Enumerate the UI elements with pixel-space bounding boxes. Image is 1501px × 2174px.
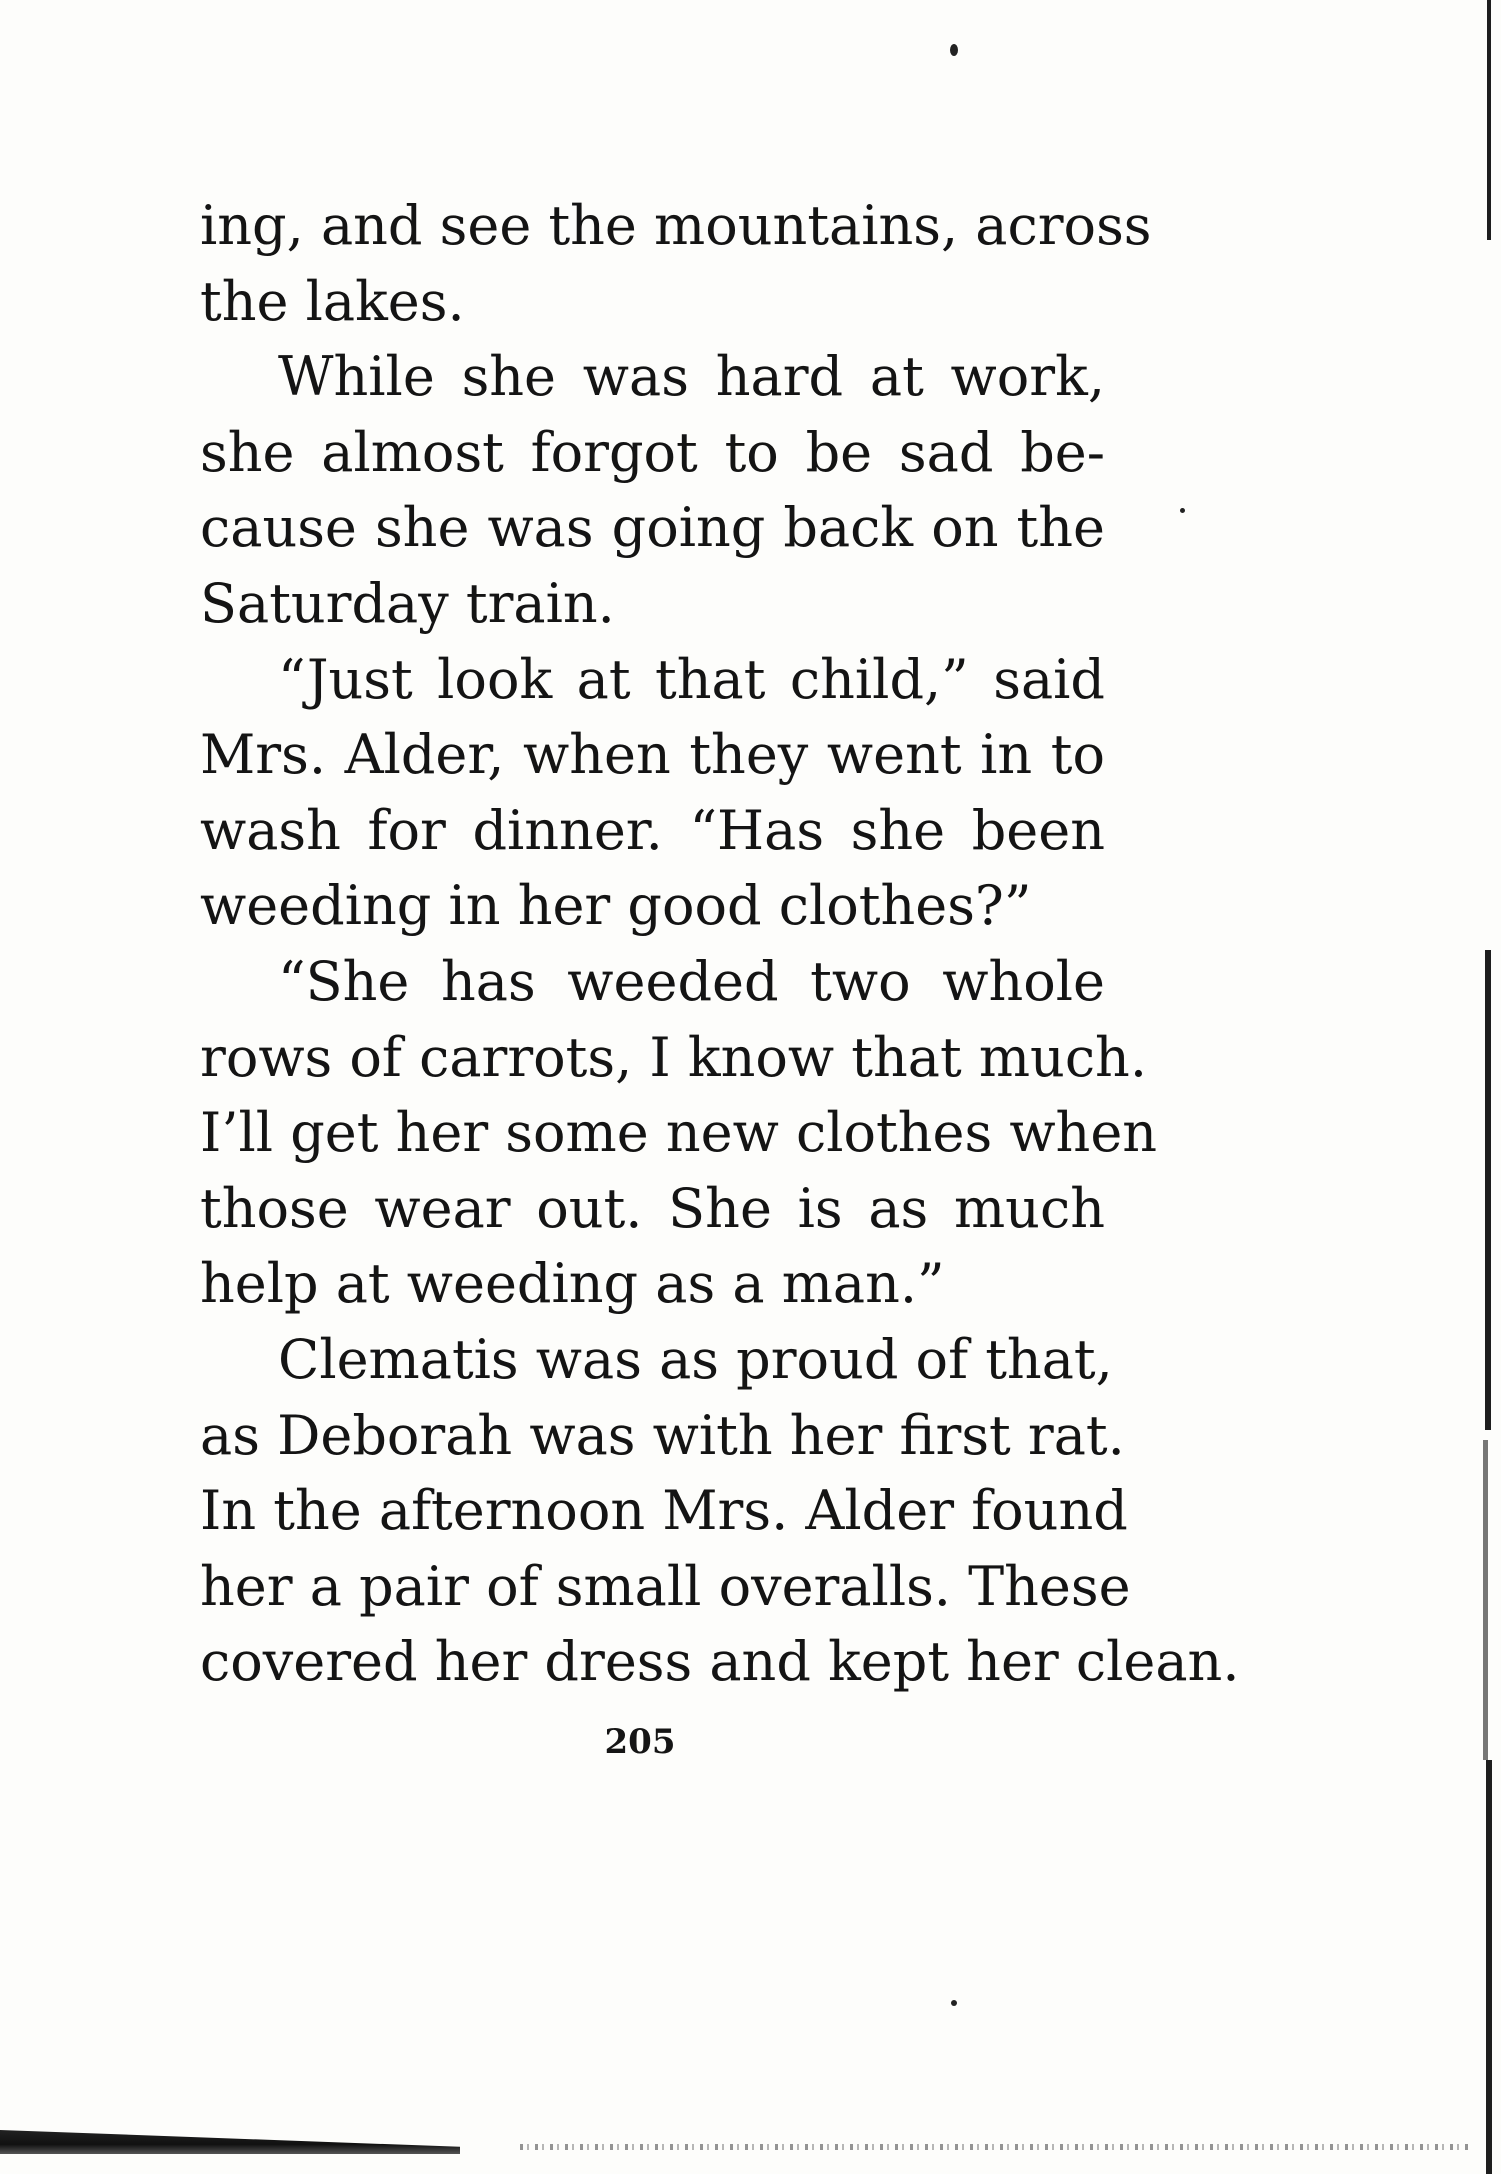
text-line: I’ll get her some new clothes when xyxy=(200,1101,1158,1165)
text-line: Saturday train. xyxy=(200,571,615,635)
scan-edge-shadow xyxy=(1473,0,1501,2174)
text-line: In the afternoon Mrs. Alder found xyxy=(200,1479,1128,1543)
body-text xyxy=(200,188,1240,1700)
text-line: “She has weeded two whole xyxy=(278,949,1105,1013)
text-line: covered her dress and kept her clean. xyxy=(200,1630,1240,1694)
text-line: “Just look at that child,” said xyxy=(278,647,1105,711)
text-line: Mrs. Alder, when they went in to xyxy=(200,723,1105,787)
text-line: wash for dinner. “Has she been xyxy=(200,798,1105,862)
text-line: Clematis was as proud of that, xyxy=(278,1327,1113,1391)
scan-bottom-noise xyxy=(520,2144,1470,2150)
text-line: While she was hard at work, xyxy=(278,345,1105,409)
text-line: ing, and see the mountains, across xyxy=(200,194,1152,257)
text-line: help at weeding as a man.” xyxy=(200,1252,945,1316)
ink-speck xyxy=(1180,508,1185,513)
text-line: those wear out. She is as much xyxy=(200,1176,1105,1240)
text-line: weeding in her good clothes?” xyxy=(200,874,1032,938)
text-line: her a pair of small overalls. These xyxy=(200,1554,1131,1618)
ink-speck xyxy=(951,2000,957,2006)
text-line: she almost forgot to be sad be- xyxy=(200,420,1105,484)
ink-speck xyxy=(950,44,958,56)
text-line: as Deborah was with her first rat. xyxy=(200,1403,1125,1467)
scan-bottom-shadow xyxy=(0,2130,460,2154)
page-number: 205 xyxy=(604,1722,676,1762)
text-line: the lakes. xyxy=(200,269,465,333)
text-line: rows of carrots, I know that much. xyxy=(200,1025,1148,1089)
text-line: cause she was going back on the xyxy=(200,496,1105,560)
